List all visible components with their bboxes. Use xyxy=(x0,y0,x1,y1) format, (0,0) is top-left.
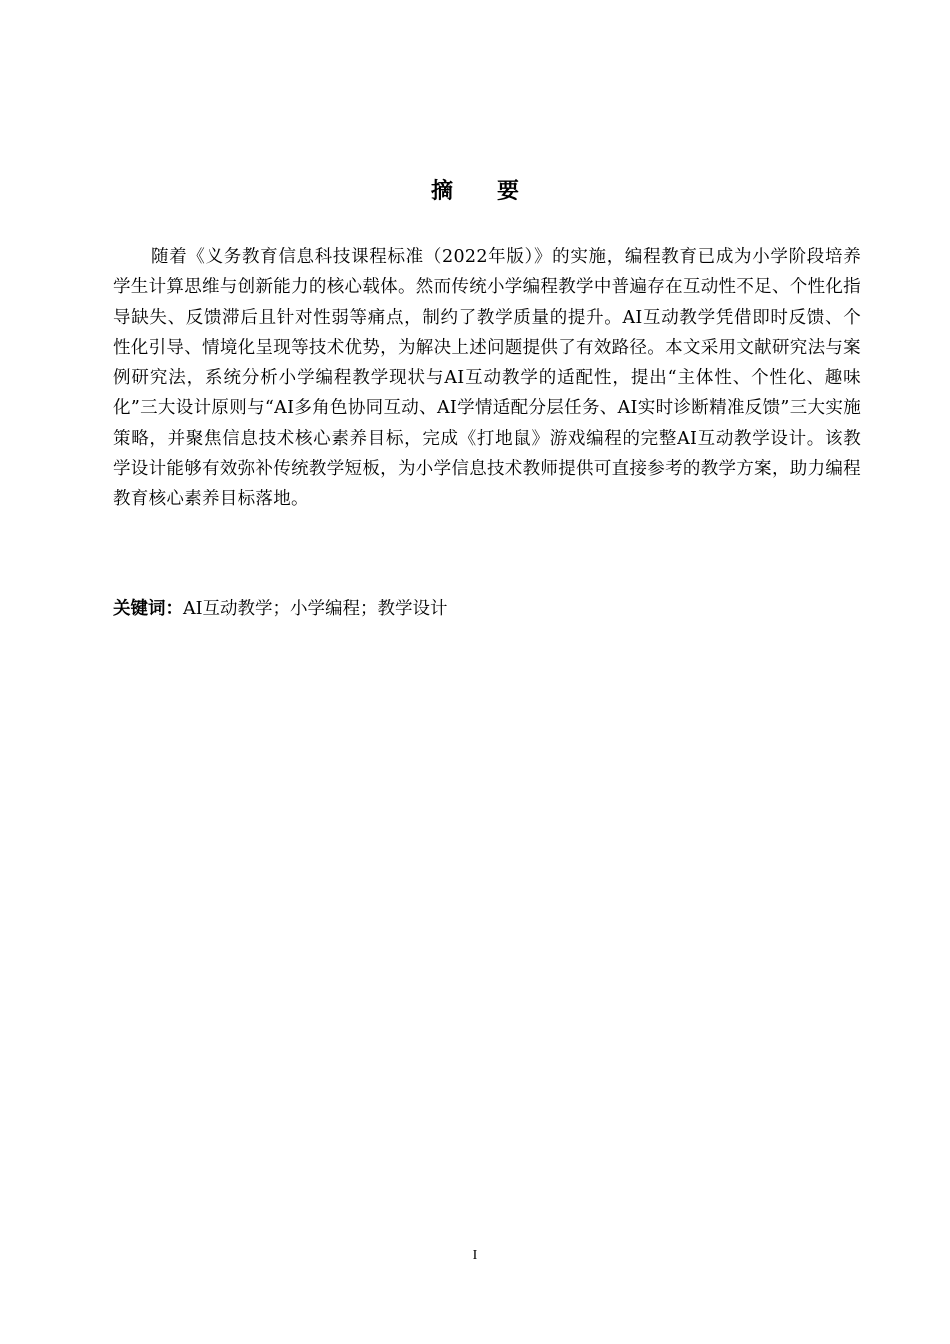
abstract-paragraph: 随着《义务教育信息科技课程标准（2022年版）》的实施，编程教育已成为小学阶段培养学生计算思维与创新能力的核心载体。然而传统小学编程教学中普遍存在互动性不足、个性化指导缺失、反馈滞后且针对性弱等痛点，制约了教学质量的提升。AI互动教学凭借即时反馈、个性化引导、情境化呈现等技术优势，为解决上述问题提供了有效路径。本文采用文献研究法与案例研究法，系统分析小学编程教学现状与AI互动教学的适配性，提出“主体性、个性化、趣味化”三大设计原则与“AI多角色协同互动、AI学情适配分层任务、AI实时诊断精准反馈”三大实施策略，并聚焦信息技术核心素养目标，完成《打地鼠》游戏编程的完整AI互动教学设计。该教学设计能够有效弥补传统教学短板，为小学信息技术教师提供可直接参考的教学方案，助力编程教育核心素养目标落地。 xyxy=(113,247,861,510)
keywords-text: AI互动教学；小学编程；教学设计 xyxy=(183,599,448,619)
page-title: 摘要 xyxy=(430,179,563,204)
keywords-line xyxy=(113,594,861,624)
keywords-label: 关键词： xyxy=(113,599,183,619)
page-number: I xyxy=(472,1248,478,1263)
